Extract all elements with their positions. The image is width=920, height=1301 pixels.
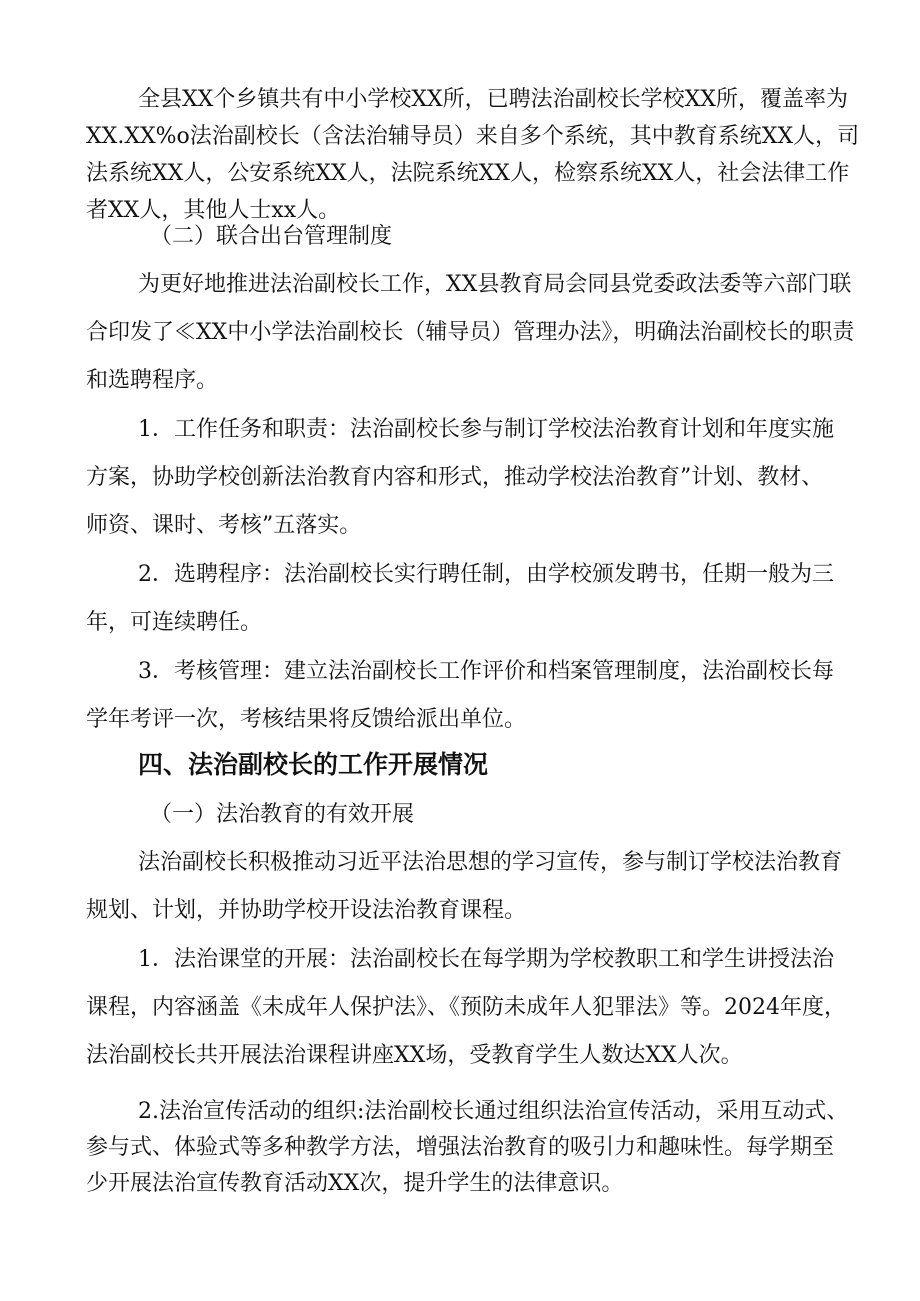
subheading-joint-management [86, 217, 846, 257]
subheading-text: （二）联合出台管理制度 [150, 224, 393, 249]
text-line: 全县XX个乡镇共有中小学校XX所，已聘法治副校长学校XX所，覆盖率为 [138, 87, 848, 112]
text-line: 1．工作任务和职责：法治副校长参与制订学校法治教育计划和年度实施 [138, 417, 834, 442]
paragraph-law-class [86, 940, 846, 1076]
text-line: 规划、计划，并协助学校开设法治教育课程。 [86, 898, 527, 923]
paragraph-selection [86, 555, 846, 643]
text-line: XX.XX%o法治副校长（含法治辅导员）来自多个系统，其中教育系统XX人，司 [86, 124, 860, 149]
text-line: 和选聘程序。 [86, 368, 219, 393]
subheading-text: （一）法治教育的有效开展 [150, 802, 415, 827]
text-line: 者XX人，其他人士xx人。 [86, 198, 341, 223]
text-line: 参与式、体验式等多种教学方法，增强法治教育的吸引力和趣味性。每学期至 [86, 1135, 835, 1160]
text-line: 少开展法治宣传教育活动XX次，提升学生的法律意识。 [86, 1171, 624, 1196]
text-line: 法系统XX人，公安系统XX人，法院系统XX人，检察系统XX人，社会法律工作 [86, 161, 850, 186]
paragraph-joint-issuance [86, 265, 855, 401]
text-line: 为更好地推进法治副校长工作，XX县教育局会同县党委政法委等六部门联 [138, 272, 852, 297]
text-line: 法治副校长共开展法治课程讲座XX场，受教育学生人数达XX人次。 [86, 1043, 743, 1068]
text-line: 合印发了≪XX中小学法治副校长（辅导员）管理办法》，明确法治副校长的职责 [86, 320, 855, 345]
paragraph-publicity [86, 1092, 849, 1204]
text-line: 学年考评一次，考核结果将反馈给派出单位。 [86, 707, 527, 732]
text-line: 课程，内容涵盖《未成年人保护法》、《预防未成年人犯罪法》等。2024年度， [86, 995, 846, 1020]
text-line: 2.法治宣传活动的组织:法治副校长通过组织法治宣传活动，采用互动式、 [138, 1099, 849, 1124]
text-line: 1．法治课堂的开展：法治副校长在每学期为学校教职工和学生讲授法治 [138, 947, 834, 972]
paragraph-education-overview [86, 843, 846, 931]
text-line: 2．选聘程序：法治副校长实行聘任制，由学校颁发聘书，任期一般为三 [138, 562, 834, 587]
paragraph-assessment [86, 652, 846, 740]
text-line: 方案，协助学校创新法治教育内容和形式，推动学校法治教育”计划、教材、 [86, 465, 824, 490]
paragraph-school-coverage [86, 80, 860, 231]
text-line: 师资、课时、考核”五落实。 [86, 513, 362, 538]
paragraph-duties [86, 410, 846, 546]
subheading-education [86, 795, 846, 835]
text-line: 年，可连续聘任。 [86, 610, 263, 635]
text-line: 3．考核管理：建立法治副校长工作评价和档案管理制度，法治副校长每 [138, 659, 834, 684]
section-heading-text: 四、法治副校长的工作开展情况 [138, 750, 489, 779]
text-line: 法治副校长积极推动习近平法治思想的学习宣传，参与制订学校法治教育 [138, 850, 843, 875]
section-heading [86, 745, 846, 785]
